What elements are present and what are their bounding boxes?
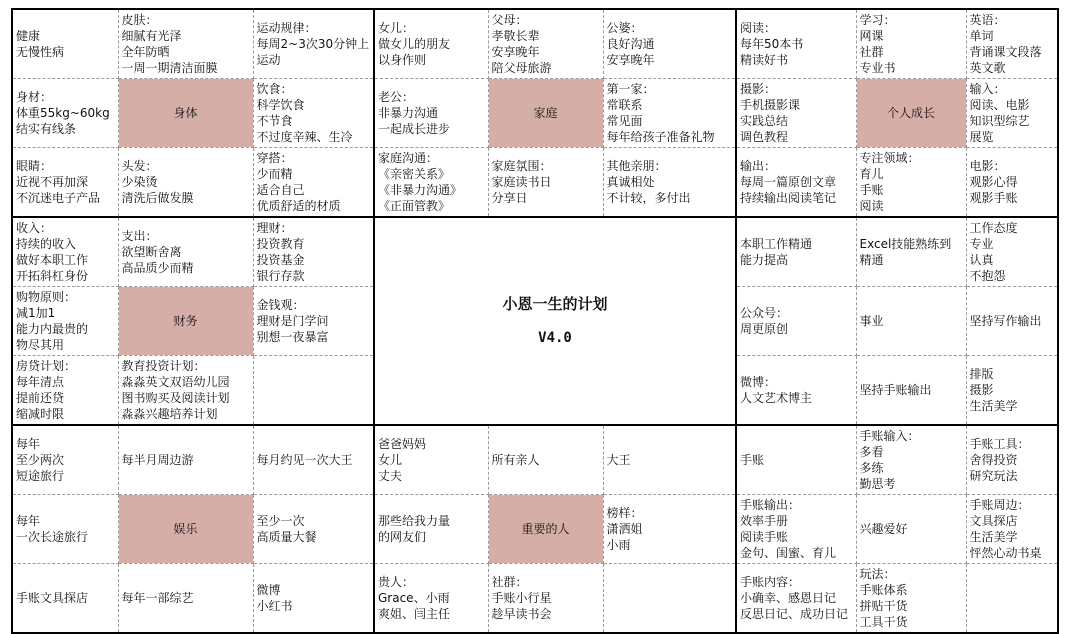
grid-cell: 手账周边： 文具探店 生活美学 怦然心动书桌: [966, 495, 1058, 564]
grid-cell: 饮食： 科学饮食 不节食 不过度辛辣、生冷: [253, 79, 374, 148]
grid-cell: 公婆： 良好沟通 安享晚年: [603, 9, 736, 79]
plan-title: 小恩一生的计划: [502, 295, 608, 313]
grid-cell: 榜样： 潇洒姐 小雨: [603, 495, 736, 564]
grid-row: [12, 9, 1058, 79]
grid-cell: 输入： 阅读、电影 知识型综艺 展览: [966, 79, 1058, 148]
grid-cell: 兴趣爱好: [856, 495, 966, 564]
grid-cell: 公众号： 周更原创: [736, 287, 856, 356]
grid-cell: 玩法： 手账体系 拼贴干货 工具干货: [856, 564, 966, 634]
grid-cell: 购物原则： 减1加1 能力内最贵的 物尽其用: [12, 287, 118, 356]
grid-cell: 坚持手账输出: [856, 356, 966, 426]
grid-cell: 电影： 观影心得 观影手账: [966, 148, 1058, 218]
grid-cell: 所有亲人: [488, 425, 603, 495]
grid-cell: 英语： 单词 背诵课文段落 英文歌: [966, 9, 1058, 79]
grid-cell: 手账内容： 小确幸、感恩日记 反思日记、成功日记: [736, 564, 856, 634]
grid-cell: 每年 至少两次 短途旅行: [12, 425, 118, 495]
section-finance-label: 财务: [118, 287, 253, 356]
section-body-label: 身体: [118, 79, 253, 148]
grid-cell: 摄影： 手机摄影课 实践总结 调色教程: [736, 79, 856, 148]
grid-cell: 家庭氛围： 家庭读书日 分享日: [488, 148, 603, 218]
section-family-label: 家庭: [488, 79, 603, 148]
grid-cell: 专注领域： 育儿 手账 阅读: [856, 148, 966, 218]
grid-cell: 穿搭： 少而精 适合自己 优质舒适的材质: [253, 148, 374, 218]
plan-grid: [11, 8, 1059, 634]
grid-cell: 理财： 投资教育 投资基金 银行存款: [253, 217, 374, 287]
grid-row: [12, 495, 1058, 564]
grid-cell: 工作态度 专业 认真 不抱怨: [966, 217, 1058, 287]
grid-cell: 家庭沟通： 《亲密关系》 《非暴力沟通》 《正面管教》: [374, 148, 488, 218]
grid-cell: 健康 无慢性病: [12, 9, 118, 79]
grid-cell: 身材： 体重55kg~60kg 结实有线条: [12, 79, 118, 148]
section-growth-label: 个人成长: [856, 79, 966, 148]
grid-cell: 本职工作精通 能力提高: [736, 217, 856, 287]
grid-cell: 手账文具探店: [12, 564, 118, 634]
grid-cell: 头发： 少染烫 清洗后做发膜: [118, 148, 253, 218]
grid-cell: 每月约见一次大王: [253, 425, 374, 495]
grid-row: [12, 425, 1058, 495]
grid-cell: 手账: [736, 425, 856, 495]
grid-cell: 大王: [603, 425, 736, 495]
plan-version: V4.0: [538, 330, 572, 346]
grid-cell: 每年一部综艺: [118, 564, 253, 634]
grid-cell: 皮肤： 细腻有光泽 全年防晒 一周一期清洁面膜: [118, 9, 253, 79]
grid-cell: 金钱观： 理财是门学问 别想一夜暴富: [253, 287, 374, 356]
section-leisure-label: 娱乐: [118, 495, 253, 564]
grid-cell: 社群： 手账小行星 趁早读书会: [488, 564, 603, 634]
grid-cell: [253, 356, 374, 426]
center-title-block: [374, 217, 736, 425]
grid-cell: 每年 一次长途旅行: [12, 495, 118, 564]
grid-cell: 爸爸妈妈 女儿 丈夫: [374, 425, 488, 495]
grid-row: [12, 217, 1058, 287]
grid-cell: 女儿： 做女儿的朋友 以身作则: [374, 9, 488, 79]
grid-cell: 手账输出： 效率手册 阅读手账 金句、闺蜜、育儿: [736, 495, 856, 564]
grid-cell: 老公： 非暴力沟通 一起成长进步: [374, 79, 488, 148]
grid-row: [12, 79, 1058, 148]
grid-cell: 至少一次 高质量大餐: [253, 495, 374, 564]
grid-cell: 那些给我力量 的网友们: [374, 495, 488, 564]
grid-cell: 第一家： 常联系 常见面 每年给孩子准备礼物: [603, 79, 736, 148]
section-people-label: 重要的人: [488, 495, 603, 564]
grid-cell: 排版 摄影 生活美学: [966, 356, 1058, 426]
grid-cell: 输出： 每周一篇原创文章 持续输出阅读笔记: [736, 148, 856, 218]
grid-cell: 房贷计划： 每年清点 提前还贷 缩减时限: [12, 356, 118, 426]
grid-cell: 学习： 网课 社群 专业书: [856, 9, 966, 79]
grid-cell: 父母： 孝敬长辈 安享晚年 陪父母旅游: [488, 9, 603, 79]
grid-cell: 微博 小红书: [253, 564, 374, 634]
grid-cell: 手账工具： 舍得投资 研究玩法: [966, 425, 1058, 495]
grid-cell: 贵人： Grace、小雨 爽姐、闫主任: [374, 564, 488, 634]
grid-cell: 坚持写作输出: [966, 287, 1058, 356]
grid-cell: 其他亲朋： 真诚相处 不计较，多付出: [603, 148, 736, 218]
grid-cell: Excel技能熟练到 精通: [856, 217, 966, 287]
grid-cell: 支出： 欲望断舍离 高品质少而精: [118, 217, 253, 287]
grid-cell: 运动规律： 每周2~3次30分钟上 运动: [253, 9, 374, 79]
grid-cell: 手账输入： 多看 多练 勤思考: [856, 425, 966, 495]
grid-cell: 收入： 持续的收入 做好本职工作 开拓斜杠身份: [12, 217, 118, 287]
grid-row: [12, 148, 1058, 218]
grid-cell: 眼睛： 近视不再加深 不沉迷电子产品: [12, 148, 118, 218]
grid-cell: 每半月周边游: [118, 425, 253, 495]
grid-cell: 教育投资计划： 淼淼英文双语幼儿园 图书购买及阅读计划 淼淼兴趣培养计划: [118, 356, 253, 426]
grid-cell: 微博： 人文艺术博主: [736, 356, 856, 426]
grid-cell: 事业: [856, 287, 966, 356]
grid-cell: 阅读： 每年50本书 精读好书: [736, 9, 856, 79]
